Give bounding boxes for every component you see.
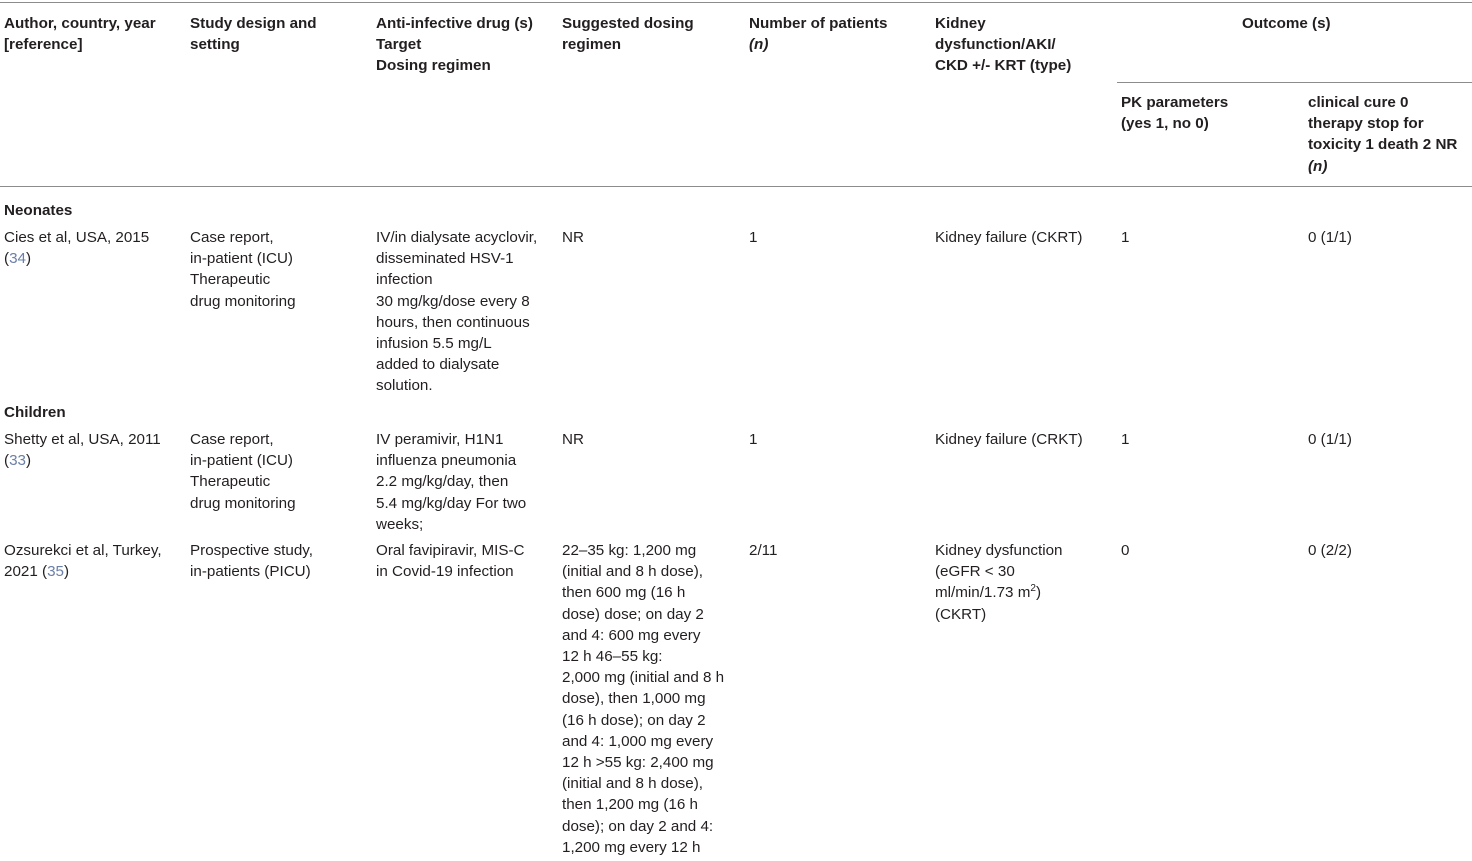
row3-suggested-dosing: 22–35 kg: 1,200 mg (initial and 8 h dose), then 600 mg (16 h dose) dose; on day 2 and 4: 600 mg every 12 h 46–55 kg: 2,000 mg (initial and 8 h dose), then 1,000 mg (16 h dose); on day 2 and 4: 1,000 mg every 12 h >55 kg: 2,400 mg (initial and 8 h dose), then 1,200 mg (16 h dose); on day 2 and 4: 1,200 mg every 12 h — [562, 542, 725, 856]
header-number-of-patients — [749, 13, 887, 55]
row1-reference-link[interactable]: 34 — [9, 250, 26, 268]
row3-kidney-line1: Kidney dysfunction (eGFR < 30 ml/min/1.73 m — [935, 542, 1063, 602]
row2-author: Shetty et al, USA, 2011 (33) — [4, 431, 161, 470]
header-number-n: (n) — [749, 36, 769, 54]
row2-study-design: Case report, in-patient (ICU) Therapeutic drug monitoring — [190, 431, 296, 512]
row1-study-design: Case report, in-patient (ICU) Therapeutic drug monitoring — [190, 229, 296, 310]
row1-drug: IV/in dialysate acyclovir, disseminated HSV-1 infection 30 mg/kg/dose every 8 hours, then continuous infusion 5.5 mg/L added to dialysate solution. — [376, 229, 538, 395]
row1-author: Cies et al, USA, 2015 (34) — [4, 229, 150, 268]
row1-author-text: Cies et al, USA, 2015 — [4, 229, 150, 246]
row1-pk: 1 — [1121, 229, 1130, 246]
row3-pk: 0 — [1121, 542, 1130, 559]
header-kidney: Kidney dysfunction/AKI/ CKD +/- KRT (type) — [935, 15, 1072, 75]
outcome-subheader-rule — [1117, 82, 1472, 83]
header-author: Author, country, year [reference] — [4, 15, 156, 54]
row3-author: Ozsurekci et al, Turkey, 2021 (35) — [4, 542, 162, 581]
group-label-children: Children — [4, 404, 66, 421]
row1-patients: 1 — [749, 229, 758, 246]
row3-drug: Oral favipiravir, MIS-C in Covid-19 infection — [376, 542, 525, 581]
header-bottom-rule — [0, 186, 1472, 187]
row2-pk: 1 — [1121, 431, 1130, 448]
group-label-neonates: Neonates — [4, 202, 73, 219]
header-number-label: Number of patients — [749, 15, 888, 32]
row2-reference-link[interactable]: 33 — [9, 452, 26, 470]
row3-study-design: Prospective study, in-patients (PICU) — [190, 542, 313, 581]
row2-suggested-dosing: NR — [562, 431, 584, 448]
header-drug: Anti-infective drug (s) Target Dosing regimen — [376, 15, 533, 75]
row3-author-line2: 2021 — [4, 563, 38, 581]
table-top-rule — [0, 2, 1472, 3]
row3-kidney-line2: ) (CKRT) — [935, 584, 1041, 623]
row1-suggested-dosing: NR — [562, 229, 584, 246]
header-outcome: Outcome (s) — [1242, 15, 1331, 32]
header-suggested-dosing: Suggested dosing regimen — [562, 15, 694, 54]
header-clinical-n: (n) — [1308, 157, 1328, 175]
header-pk-parameters: PK parameters (yes 1, no 0) — [1121, 94, 1229, 133]
row1-kidney: Kidney failure (CKRT) — [935, 229, 1083, 246]
row3-patients: 2/11 — [749, 542, 778, 559]
row3-kidney — [935, 540, 1063, 625]
row3-author-line1: Ozsurekci et al, Turkey, — [4, 542, 162, 559]
row3-outcome: 0 (2/2) — [1308, 542, 1352, 559]
header-study-design: Study design and setting — [190, 15, 317, 54]
row2-kidney: Kidney failure (CRKT) — [935, 431, 1083, 448]
row3-kidney-superscript: 2 — [1030, 583, 1036, 595]
header-clinical-cure — [1308, 92, 1457, 177]
row2-author-text: Shetty et al, USA, 2011 — [4, 431, 161, 448]
row1-outcome: 0 (1/1) — [1308, 229, 1352, 246]
row2-patients: 1 — [749, 431, 758, 448]
row3-reference-link[interactable]: 35 — [47, 563, 64, 581]
row2-drug: IV peramivir, H1N1 influenza pneumonia 2.2 mg/kg/day, then 5.4 mg/kg/day For two weeks; — [376, 431, 527, 533]
row2-outcome: 0 (1/1) — [1308, 431, 1352, 448]
header-clinical-text: clinical cure 0 therapy stop for toxicity 1 death 2 NR — [1308, 94, 1458, 154]
